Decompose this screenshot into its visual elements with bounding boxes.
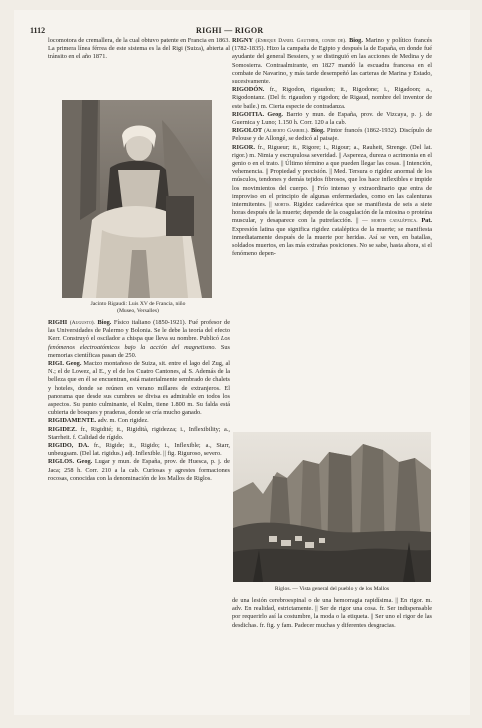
rigny-text: Marino y político francés (1782-1835). Hizo la campaña de Egipto y después la de España, en donde fué ayudante del general Bessiers, y se distinguió en las acciones de Medina y de Somosierra. Contraalmirante, en 1827 mandó la escuadra francesa en el combate de Navarino, y más tarde desempeñó las carteras de Marina y Estado, sucesivamente. <box>232 37 432 86</box>
entry-rigidez <box>48 426 230 442</box>
rigny-name: (Enrique Daniel Gauthier, conde de). <box>255 38 347 44</box>
headword-rigi: RIGI. <box>48 360 64 368</box>
mortis-text: Rigidez cadavérica que se manifiesta de seis a siete horas después de la muerte; depende de la coagulación de la miosina o proteína muscular, y desaparece con la putrefacción. || <box>232 201 433 225</box>
rigny-tag: Biog. <box>349 37 363 44</box>
rigodon-text: fr., Rigodon, rigaudon; it., Rigodone; i., Rigadoon; a., Rigodontanz. (Del fr. rigaudon y rigodon; de Rigaud, nombre del inventor de este baile.) m. Cierta especie de contradanza. <box>232 86 433 110</box>
headword-rigidez: RIGIDEZ. <box>48 425 77 433</box>
paragraph-intro: locomotora de cremallera, de la cual obtuvo patente en Francia en 1863. La primera línea férrea de este sistema es la del Rigi (Suiza), abierta al tránsito en el año 1871. <box>48 37 230 61</box>
righi-tag: Biog. <box>97 319 112 326</box>
rigidez-text: fr., Rigidité; it., Rigidità, rigidezza; i., Inflexibility; a., Starrheit. f. Calidad de rígido. <box>48 425 230 441</box>
rigor-continuation: de una lesión cerebroespinal o de una hemorragia rapidísima. || En rigor. m. adv. En realidad, estrictamente. || Ser de rigor una cosa. fr. Ser indispensable por requerirlo así la costumbre, la moda o la etiqueta. || Ser uno el rigor de las desdichas. fr. fig. y fam. Padecer muchas y diferentes desgracias. <box>232 597 432 629</box>
headword-rigodon: RIGODÓN. <box>232 86 265 94</box>
landscape-image <box>233 432 431 582</box>
rigidamente-text: adv. m. Con rigidez. <box>97 417 149 425</box>
riglos-text: Lugar y mun. de España, prov. de Huesca, p. j. de Jaca; 258 h. Corr. 210 a la cab. Curiosas y agrestes formaciones rocosas, conocidas con la denominación de los Mallos de Riglos. <box>48 458 230 482</box>
headword-rigny: RIGNY <box>232 37 253 44</box>
entry-rigidamente <box>48 417 230 425</box>
entry-rigoitia <box>232 111 432 127</box>
headword-riglos: RIGLOS. <box>48 458 75 466</box>
rigido-text: fr., Rigide; it., Rigido; i., Inflexible; a., Starr, unbeugsam. (Del lat. rigidus.) adj. Inflexible. || fig. Riguroso, severo. <box>48 442 230 458</box>
mortis-lead: mortis. <box>274 202 291 209</box>
mortis2-lead: — mortis cataléptica. <box>362 218 418 225</box>
entry-rigi <box>48 360 230 417</box>
headword-righi: RIGHI <box>48 319 68 326</box>
rigi-text: Macizo montañoso de Suiza, sit. entre el lago del Zug, al N.; el de Lowez, al E., y el de los Cuatro Cantones, al S. Además de la belleza que en él se encuentran, está materialmente sembrado de chalets y hoteles, donde se reúnen en verano millares de extranjeros. El panorama que desde sus cumbres se divisa es admirable en todos los aspectos. Su punto culminante, el Kulm, tiene 1.800 m. Su falda está cubierta de bosques y praderas, donde se cría mucho ganado. <box>48 360 230 417</box>
rigi-tag: Geog. <box>65 360 82 368</box>
right-column-bottom <box>232 597 432 630</box>
entry-rigny <box>232 37 432 86</box>
rigolot-text: Pintor francés (1862-1932). Discípulo de Pelouse y de Allongé, se dedicó al paisaje. <box>232 127 433 143</box>
rigor-text: fr., Rigueur; it., Rigore; i., Rigour; a., Rauheit, Strenge. (Del lat. rigor.) m. Nimia y escrupulosa severidad. || Aspereza, dureza o acrimonia en el genio o en el trato. || Último término a que pueden llegar las cosas. || Intención, vehemencia. || Propiedad y precisión. || Med. Tersura o rigidez anormal de los músculos, tendones y demás tejidos fibrosos, que los hace inflexibles e impide los movimientos del cuerpo. || Frío intenso y extraordinario que entra de improviso en el principio de algunas enfermedades, como en las calenturas intermitentes. || <box>232 143 432 209</box>
entry-rigodon <box>232 86 432 111</box>
entry-rigor <box>232 144 432 259</box>
riglos-tag: Geog. <box>76 458 93 466</box>
headword-rigor: RIGOR. <box>232 143 255 151</box>
portrait-caption-title: Jacinto Rigaudi: Luis XV de Francia, niño <box>90 301 186 307</box>
entry-righi <box>48 319 230 360</box>
entry-riglos <box>48 458 230 483</box>
left-column <box>48 37 230 62</box>
headword-rigidamente: RIGIDAMENTE. <box>48 417 97 425</box>
rigolot-tag: Biog. <box>310 127 325 135</box>
righi-name: (Augusto). <box>69 320 96 326</box>
mortis2-tag: Pat. <box>421 217 432 225</box>
mortis2-text: Expresión latina que significa rigidez cataléptica de la muerte; se manifiesta inmediatamente después de la muerte por heridas. Así se ven, en batallas, soldados muertos, en las más extrañas posiciones. No se sabe, hasta ahora, si el fenómeno depen- <box>232 225 432 258</box>
righi-italic: Los fenómenos electroatómicos bajo la acción del magnetismo. <box>48 335 230 351</box>
portrait-image <box>62 100 212 298</box>
righi-end: Sus memorias científicas pasan de 250. <box>48 343 230 359</box>
rigoitia-tag: Geog. <box>267 110 283 118</box>
landscape-caption: Riglos. — Vista general del pueblo y de los Mallos <box>274 586 390 592</box>
entry-rigido <box>48 442 230 458</box>
portrait-caption <box>52 301 224 315</box>
entry-rigolot <box>232 127 432 143</box>
portrait-photo <box>62 100 212 298</box>
headword-rigido: RIGIDO, DA. <box>48 442 89 450</box>
right-column <box>232 37 432 258</box>
righi-text: Físico italiano (1850-1921). Fué profesor de las Universidades de Palermo y Bolonia. Se le debe la teoría del efecto Kerr. Construyó el oscilador a chispa que lleva su nombre. Publicó <box>48 319 230 343</box>
left-column-entries <box>48 319 230 483</box>
landscape-photo <box>233 432 431 582</box>
portrait-caption-location: (Museo, Versalles) <box>117 308 159 314</box>
page-number: 1112 <box>30 26 46 35</box>
rigoitia-text: Barrio y mun. de España, prov. de Vizcaya, p. j. de Guernica y Luno; 1.150 h. Corr. 120 a la cab. <box>232 110 433 127</box>
headword-rigolot: RIGOLOT <box>232 127 263 135</box>
running-title: RIGHI — RIGOR <box>196 26 264 35</box>
headword-rigoitia: RIGOITIA. <box>232 110 265 118</box>
rigolot-name: (Alberto Gabriel). <box>264 128 309 135</box>
